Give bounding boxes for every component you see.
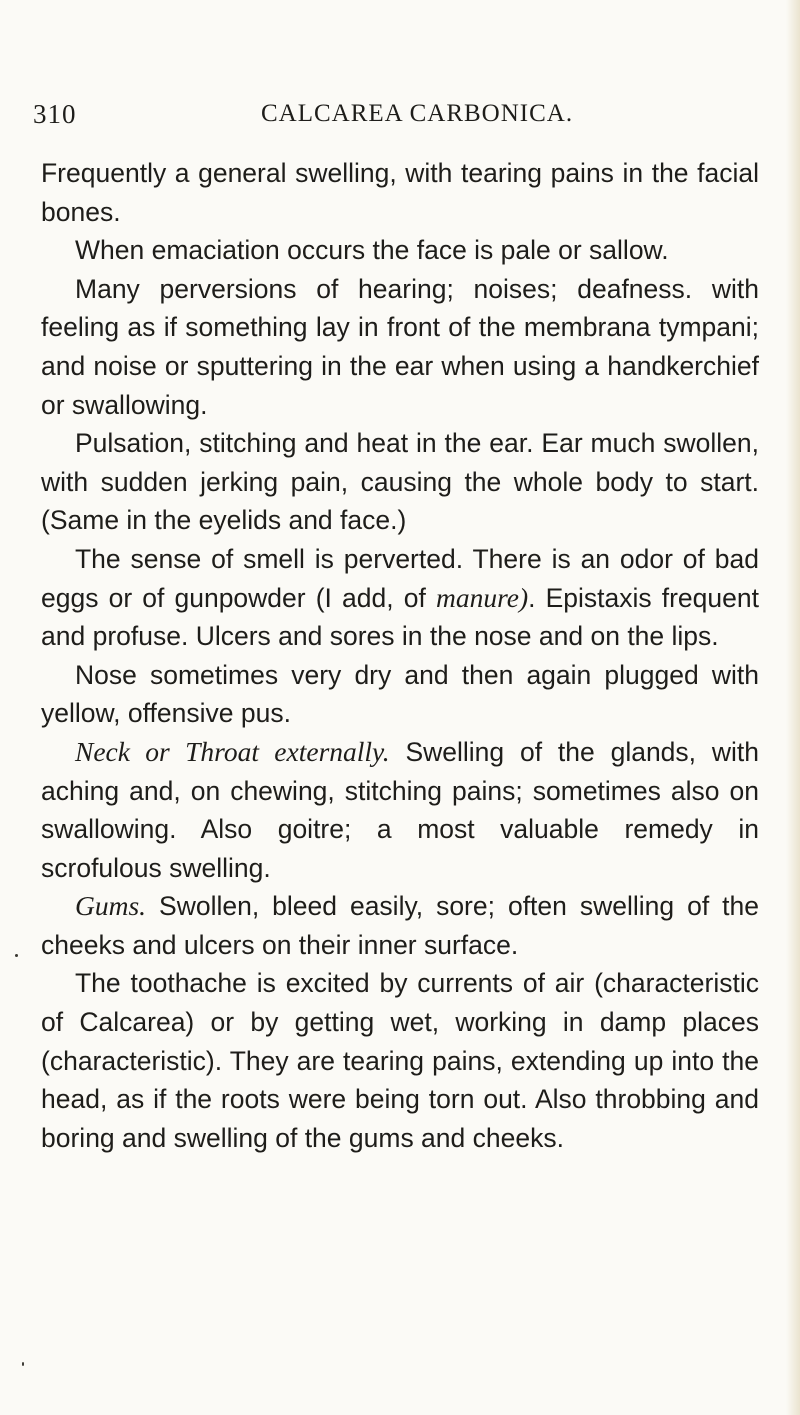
paragraph-hearing: Many perversions of hearing; noises; deafness. with feeling as if something lay in front of the membrana tympani; and noise or sputtering in the ear when using a handkerchief or swallowing. — [41, 273, 759, 420]
body-text — [41, 154, 759, 1157]
paragraph-emaciation: When emaciation occurs the face is pale or sallow. — [75, 235, 669, 266]
paragraph-smell — [41, 540, 759, 656]
page-number: 310 — [33, 99, 77, 129]
smell-italic-manure: manure) — [435, 581, 529, 613]
print-speck — [15, 954, 18, 957]
smell-text-after: . Epistaxis frequent and profuse. Ulcers and sores in the nose and on the lips. — [41, 582, 759, 652]
print-speck — [22, 1362, 24, 1366]
neck-text: Swelling of the glands, with aching and, on chewing, stitching pains; sometimes also on swallowing. Also goitre; a most valuable remedy in scrofulous swelling. — [41, 736, 759, 883]
paragraph-facial-swelling: Frequently a general swelling, with tearing pains in the facial bones. — [41, 158, 759, 227]
gums-heading: Gums. — [75, 890, 147, 922]
paragraph-toothache: The toothache is excited by currents of air (characteristic of Calcarea) or by getting wet, working in damp places (characteristic). They are tearing pains, extending up into the head, as if the roots were being torn out. Also throbbing and boring and swelling of the gums and cheeks. — [41, 968, 759, 1153]
neck-heading: Neck or Throat externally. — [75, 735, 390, 767]
paragraph-neck — [41, 733, 759, 887]
paragraph-gums — [41, 887, 759, 964]
running-head: CALCAREA CARBONICA. — [261, 100, 574, 127]
page-edge-shadow — [786, 0, 800, 1415]
paragraph-nose: Nose sometimes very dry and then again plugged with yellow, offensive pus. — [41, 659, 759, 729]
page-header — [33, 96, 753, 132]
paragraph-ear-pulsation: Pulsation, stitching and heat in the ear. Ear much swollen, with sudden jerking pain, causing the whole body to start. (Same in the eyelids and face.) — [41, 428, 759, 536]
gums-text: Swollen, bleed easily, sore; often swelling of the cheeks and ulcers on their inner surface. — [41, 891, 759, 960]
smell-text-before: The sense of smell is perverted. There is an odor of bad eggs or of gunpowder (I add, of — [41, 543, 759, 613]
